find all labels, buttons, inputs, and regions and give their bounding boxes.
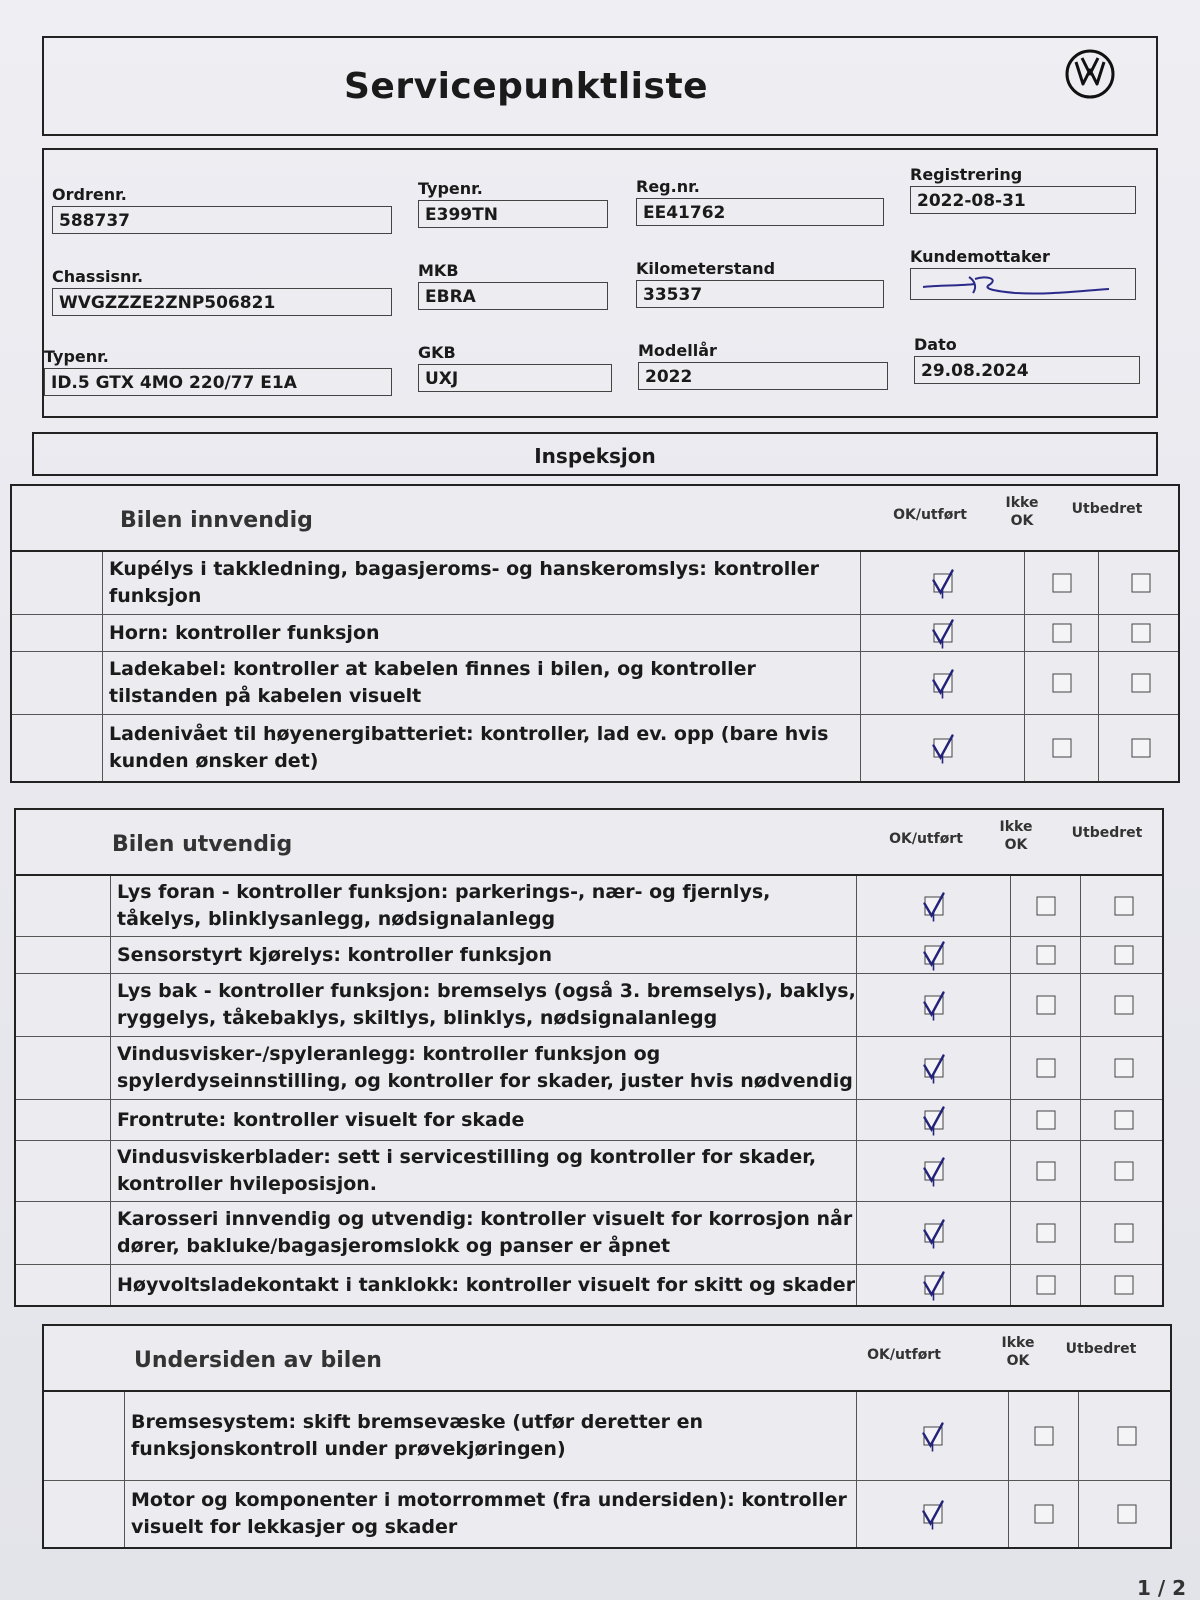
check-mark-icon xyxy=(920,890,950,924)
checkbox-cell xyxy=(860,715,1025,781)
checkbox-cell xyxy=(1078,1392,1175,1480)
checklist-item-text: Ladenivået til høyenergibatteriet: kontroller, lad ev. opp (bare hvis kunden ønsker det) xyxy=(102,715,860,781)
checklist-row xyxy=(12,652,1178,715)
check-mark-icon xyxy=(920,1155,950,1189)
ikke-ok-checkbox[interactable] xyxy=(1037,1162,1056,1181)
checkbox-cell xyxy=(1010,937,1081,973)
checklist-row xyxy=(44,1392,1170,1481)
checkbox-cell xyxy=(1080,1141,1167,1201)
checkbox-cell xyxy=(1098,615,1183,651)
ok-checkbox[interactable] xyxy=(925,946,944,965)
col-ikke-ok-label: Ikke OK xyxy=(1005,495,1039,529)
kilometerstand-label: Kilometerstand xyxy=(636,259,776,278)
utbedret-checkbox[interactable] xyxy=(1115,996,1134,1015)
ikke-ok-checkbox[interactable] xyxy=(1053,574,1072,593)
utbedret-checkbox[interactable] xyxy=(1118,1427,1137,1446)
checkbox-cell xyxy=(856,937,1011,973)
ikke-ok-checkbox[interactable] xyxy=(1037,996,1056,1015)
checklist xyxy=(12,552,1178,781)
checklist-item-text: Vindusvisker-/spyleranlegg: kontroller funksjon og spylerdyseinnstilling, og kontroller for skader, juster hvis nødvendig xyxy=(110,1037,856,1099)
checkbox-cell xyxy=(1080,1202,1167,1264)
checkbox-cell xyxy=(1024,615,1099,651)
section-bilen-utvendig xyxy=(14,808,1164,1307)
checkbox-cell xyxy=(860,552,1025,614)
vehicle-info-box xyxy=(42,148,1158,418)
ikke-ok-checkbox[interactable] xyxy=(1037,897,1056,916)
section-undersiden xyxy=(42,1324,1172,1549)
checkbox-cell xyxy=(856,1202,1011,1264)
utbedret-checkbox[interactable] xyxy=(1132,674,1151,693)
checkbox-cell xyxy=(856,876,1011,936)
checkbox-cell xyxy=(860,652,1025,714)
col-ok-label: OK/utført xyxy=(867,1347,941,1363)
mkb-label: MKB xyxy=(418,261,459,280)
check-mark-icon xyxy=(929,567,959,601)
section-title: Bilen utvendig xyxy=(112,832,293,857)
signature-icon xyxy=(919,271,1119,300)
kundemottaker-value xyxy=(910,268,1136,300)
ok-checkbox[interactable] xyxy=(934,674,953,693)
checklist xyxy=(44,1392,1170,1547)
ikke-ok-checkbox[interactable] xyxy=(1037,1276,1056,1295)
check-mark-icon xyxy=(929,667,959,701)
check-mark-icon xyxy=(920,989,950,1023)
modellar-label: Modellår xyxy=(638,341,717,360)
checkbox-cell xyxy=(856,1265,1011,1305)
kundemottaker-label: Kundemottaker xyxy=(910,247,1050,266)
checkbox-cell xyxy=(1080,1100,1167,1140)
ordrenr-label: Ordrenr. xyxy=(52,185,127,204)
ikke-ok-checkbox[interactable] xyxy=(1037,1111,1056,1130)
checkbox-cell xyxy=(1080,1265,1167,1305)
utbedret-checkbox[interactable] xyxy=(1115,1059,1134,1078)
field-dato xyxy=(914,334,1140,384)
checkbox-cell xyxy=(1080,974,1167,1036)
checklist-row xyxy=(16,1202,1162,1265)
checklist-row xyxy=(16,974,1162,1037)
ordrenr-value: 588737 xyxy=(52,206,392,234)
ikke-ok-checkbox[interactable] xyxy=(1053,624,1072,643)
utbedret-checkbox[interactable] xyxy=(1118,1505,1137,1524)
field-typenr-2 xyxy=(44,346,392,396)
utbedret-checkbox[interactable] xyxy=(1132,574,1151,593)
checkbox-cell xyxy=(1024,552,1099,614)
col-ikke-ok-label: Ikke OK xyxy=(999,819,1033,853)
utbedret-checkbox[interactable] xyxy=(1115,1162,1134,1181)
ikke-ok-checkbox[interactable] xyxy=(1053,739,1072,758)
chassisnr-value: WVGZZZE2ZNP506821 xyxy=(52,288,392,316)
utbedret-checkbox[interactable] xyxy=(1115,1224,1134,1243)
checklist-item-text: Vindusviskerblader: sett i servicestilling og kontroller for skader, kontroller hvileposisjon. xyxy=(110,1141,856,1201)
checkbox-cell xyxy=(856,1141,1011,1201)
checklist-row xyxy=(16,1265,1162,1305)
check-mark-icon xyxy=(920,1052,950,1086)
ikke-ok-checkbox[interactable] xyxy=(1035,1427,1054,1446)
utbedret-checkbox[interactable] xyxy=(1115,1276,1134,1295)
checklist-item-text: Bremsesystem: skift bremsevæske (utfør deretter en funksjonskontroll under prøvekjøringen) xyxy=(124,1392,856,1480)
section-bilen-innvendig xyxy=(10,484,1180,783)
checkbox-cell xyxy=(856,974,1011,1036)
checklist-item-text: Høyvoltsladekontakt i tanklokk: kontroller visuelt for skitt og skader xyxy=(110,1265,856,1305)
checkbox-cell xyxy=(1080,937,1167,973)
utbedret-checkbox[interactable] xyxy=(1115,1111,1134,1130)
checkbox-cell xyxy=(1008,1481,1079,1547)
checklist-row xyxy=(12,552,1178,615)
checklist-row xyxy=(16,1037,1162,1100)
section-header xyxy=(12,486,1178,552)
checkbox-cell xyxy=(1024,715,1099,781)
ikke-ok-checkbox[interactable] xyxy=(1053,674,1072,693)
ok-checkbox[interactable] xyxy=(925,1111,944,1130)
checkbox-cell xyxy=(1098,652,1183,714)
typenr-2-label: Typenr. xyxy=(44,347,109,366)
checklist-row xyxy=(16,1100,1162,1141)
checklist-row xyxy=(44,1481,1170,1547)
checkbox-cell xyxy=(856,1392,1009,1480)
typenr-2-value: ID.5 GTX 4MO 220/77 E1A xyxy=(44,368,392,396)
check-mark-icon xyxy=(920,1269,950,1303)
field-modellar xyxy=(638,340,888,390)
page-number: 1 / 2 xyxy=(1136,1576,1186,1600)
check-mark-icon xyxy=(929,732,959,766)
check-mark-icon xyxy=(920,1104,950,1138)
field-regnr xyxy=(636,176,884,226)
dato-label: Dato xyxy=(914,335,957,354)
checkbox-cell xyxy=(1010,974,1081,1036)
field-ordrenr xyxy=(52,184,392,234)
ikke-ok-checkbox[interactable] xyxy=(1037,1059,1056,1078)
inspeksjon-bar xyxy=(32,432,1158,476)
modellar-value: 2022 xyxy=(638,362,888,390)
field-chassisnr xyxy=(52,266,392,316)
checklist-row xyxy=(16,937,1162,974)
checklist-item-text: Sensorstyrt kjørelys: kontroller funksjon xyxy=(110,937,856,973)
col-utbedret-label: Utbedret xyxy=(1065,1341,1137,1357)
ikke-ok-checkbox[interactable] xyxy=(1035,1505,1054,1524)
field-registrering xyxy=(910,164,1136,214)
check-mark-icon xyxy=(919,1498,949,1532)
checkbox-cell xyxy=(856,1037,1011,1099)
checklist-item-text: Frontrute: kontroller visuelt for skade xyxy=(110,1100,856,1140)
field-mkb xyxy=(418,260,608,310)
ok-checkbox[interactable] xyxy=(934,739,953,758)
checklist-item-text: Ladekabel: kontroller at kabelen finnes i bilen, og kontroller tilstanden på kabelen visuelt xyxy=(102,652,860,714)
checkbox-cell xyxy=(1010,1202,1081,1264)
ok-checkbox[interactable] xyxy=(925,1276,944,1295)
vw-logo-icon xyxy=(1064,48,1116,100)
registrering-label: Registrering xyxy=(910,165,1023,184)
checklist-row xyxy=(16,876,1162,937)
checkbox-cell xyxy=(1010,1100,1081,1140)
checklist-row xyxy=(16,1141,1162,1202)
check-mark-icon xyxy=(919,1420,949,1454)
gkb-value: UXJ xyxy=(418,364,612,392)
col-ikke-ok-label: Ikke OK xyxy=(1001,1335,1035,1369)
checklist-item-text: Karosseri innvendig og utvendig: kontroller visuelt for korrosjon når dører, bakluke/bagasjeromslokk og panser er åpnet xyxy=(110,1202,856,1264)
checklist-item-text: Motor og komponenter i motorrommet (fra undersiden): kontroller visuelt for lekkasjer og skader xyxy=(124,1481,856,1547)
page-title: Servicepunktliste xyxy=(344,66,709,107)
regnr-label: Reg.nr. xyxy=(636,177,700,196)
checklist-item-text: Lys bak - kontroller funksjon: bremselys (også 3. bremselys), baklys, ryggelys, tåkebaklys, skiltlys, blinklys, nødsignalanlegg xyxy=(110,974,856,1036)
check-mark-icon xyxy=(920,1217,950,1251)
checklist-row xyxy=(12,615,1178,652)
checkbox-cell xyxy=(1080,876,1167,936)
section-title: Undersiden av bilen xyxy=(134,1348,382,1373)
utbedret-checkbox[interactable] xyxy=(1132,739,1151,758)
checklist-item-text: Lys foran - kontroller funksjon: parkerings-, nær- og fjernlys, tåkelys, blinklysanlegg, nødsignalanlegg xyxy=(110,876,856,936)
checkbox-cell xyxy=(1010,1141,1081,1201)
checkbox-cell xyxy=(856,1481,1009,1547)
ok-checkbox[interactable] xyxy=(925,1059,944,1078)
ok-checkbox[interactable] xyxy=(924,1505,943,1524)
inspeksjon-title: Inspeksjon xyxy=(534,444,656,468)
ikke-ok-checkbox[interactable] xyxy=(1037,1224,1056,1243)
ok-checkbox[interactable] xyxy=(925,996,944,1015)
checkbox-cell xyxy=(1010,876,1081,936)
col-utbedret-label: Utbedret xyxy=(1071,825,1143,841)
col-utbedret-label: Utbedret xyxy=(1071,501,1143,517)
checkbox-cell xyxy=(856,1100,1011,1140)
section-title: Bilen innvendig xyxy=(120,508,313,533)
utbedret-checkbox[interactable] xyxy=(1115,946,1134,965)
field-typenr-1 xyxy=(418,178,608,228)
dato-value: 29.08.2024 xyxy=(914,356,1140,384)
checklist-item-text: Kupélys i takkledning, bagasjeroms- og hanskeromslys: kontroller funksjon xyxy=(102,552,860,614)
kilometerstand-value: 33537 xyxy=(636,280,884,308)
chassisnr-label: Chassisnr. xyxy=(52,267,144,286)
field-kundemottaker xyxy=(910,246,1136,300)
checkbox-cell xyxy=(1098,715,1183,781)
section-header xyxy=(44,1326,1170,1392)
checkbox-cell xyxy=(1010,1037,1081,1099)
utbedret-checkbox[interactable] xyxy=(1132,624,1151,643)
title-box xyxy=(42,36,1158,136)
mkb-value: EBRA xyxy=(418,282,608,310)
checklist xyxy=(16,876,1162,1305)
section-header xyxy=(16,810,1162,876)
registrering-value: 2022-08-31 xyxy=(910,186,1136,214)
ok-checkbox[interactable] xyxy=(925,1224,944,1243)
checkbox-cell xyxy=(1008,1392,1079,1480)
checkbox-cell xyxy=(1080,1037,1167,1099)
checklist-row xyxy=(12,715,1178,781)
ok-checkbox[interactable] xyxy=(934,624,953,643)
checklist-item-text: Horn: kontroller funksjon xyxy=(102,615,860,651)
checkbox-cell xyxy=(860,615,1025,651)
checkbox-cell xyxy=(1024,652,1099,714)
ok-checkbox[interactable] xyxy=(925,897,944,916)
col-ok-label: OK/utført xyxy=(889,831,963,847)
checkbox-cell xyxy=(1098,552,1183,614)
field-kilometerstand xyxy=(636,258,884,308)
utbedret-checkbox[interactable] xyxy=(1115,897,1134,916)
check-mark-icon xyxy=(929,617,959,651)
ok-checkbox[interactable] xyxy=(934,574,953,593)
regnr-value: EE41762 xyxy=(636,198,884,226)
typenr-value: E399TN xyxy=(418,200,608,228)
ok-checkbox[interactable] xyxy=(925,1162,944,1181)
check-mark-icon xyxy=(920,939,950,973)
ikke-ok-checkbox[interactable] xyxy=(1037,946,1056,965)
gkb-label: GKB xyxy=(418,343,456,362)
checkbox-cell xyxy=(1010,1265,1081,1305)
col-ok-label: OK/utført xyxy=(893,507,967,523)
field-gkb xyxy=(418,342,612,392)
checkbox-cell xyxy=(1078,1481,1175,1547)
ok-checkbox[interactable] xyxy=(924,1427,943,1446)
typenr-label: Typenr. xyxy=(418,179,483,198)
